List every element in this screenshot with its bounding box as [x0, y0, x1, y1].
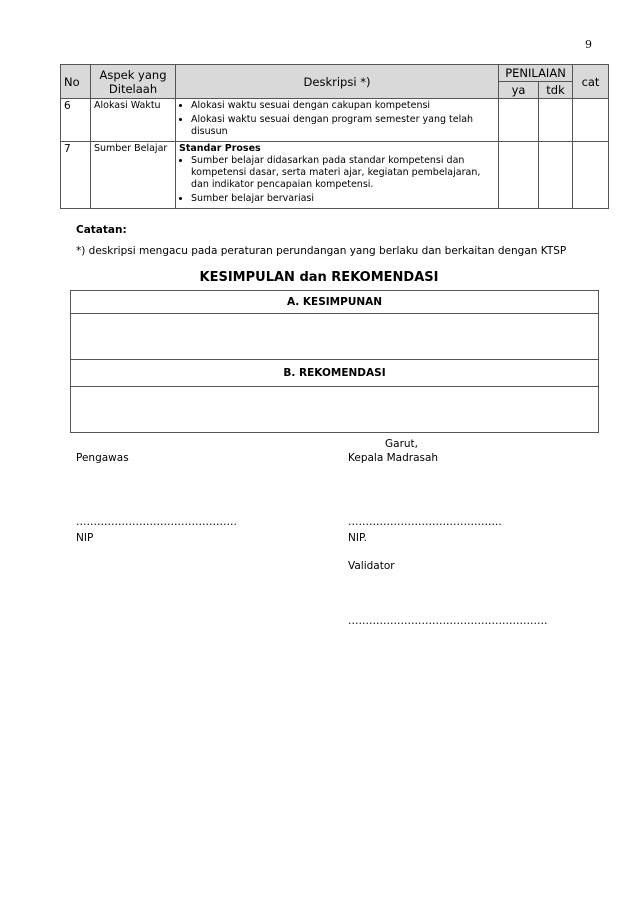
table-row	[61, 142, 609, 209]
signature-place: Garut,	[385, 438, 418, 450]
header-penilaian: PENILAIAN	[499, 65, 573, 82]
conclusion-table	[70, 290, 599, 433]
row-aspek: Sumber Belajar	[91, 142, 176, 209]
row-no: 7	[61, 142, 91, 209]
list-item: • Alokasi waktu sesuai dengan program semester yang telah disusun	[191, 114, 495, 138]
row-cat-cell[interactable]	[573, 99, 609, 142]
header-deskripsi: Deskripsi *)	[176, 65, 499, 99]
right-nip: NIP.	[348, 532, 367, 544]
notes-text: *) deskripsi mengacu pada peraturan perundangan yang berlaku dan berkaitan dengan KTSP	[76, 245, 567, 257]
notes-title: Catatan:	[76, 224, 127, 236]
conclusion-title: KESIMPULAN dan REKOMENDASI	[199, 270, 439, 285]
list-item: • Sumber belajar didasarkan pada standar kompetensi dan kompetensi dasar, serta materi ajar, kegiatan pembelajaran, dan indikator pencapaian kompetensi.	[191, 155, 495, 191]
section-b-heading: B. REKOMENDASI	[71, 360, 599, 387]
notes	[76, 224, 566, 257]
row-deskripsi	[176, 99, 499, 142]
list-item: • Alokasi waktu sesuai dengan cakupan kompetensi	[191, 100, 495, 112]
row-ya-cell[interactable]	[499, 142, 539, 209]
left-signature-line: ……………………………………….	[76, 516, 237, 528]
row-deskripsi	[176, 142, 499, 209]
section-b-content[interactable]	[71, 387, 599, 433]
header-aspek: Aspek yang Ditelaah	[91, 65, 176, 99]
row-tdk-cell[interactable]	[539, 142, 573, 209]
left-role: Pengawas	[76, 452, 129, 464]
row-no: 6	[61, 99, 91, 142]
row-cat-cell[interactable]	[573, 142, 609, 209]
left-nip: NIP	[76, 532, 94, 544]
header-tdk: tdk	[539, 82, 573, 99]
page-number: 9	[585, 38, 592, 51]
right-signature-line: ……………………………………..	[348, 516, 502, 528]
row-ya-cell[interactable]	[499, 99, 539, 142]
list-item: • Sumber belajar bervariasi	[191, 193, 495, 205]
assessment-table	[60, 64, 609, 209]
row-tdk-cell[interactable]	[539, 99, 573, 142]
right-role: Kepala Madrasah	[348, 452, 439, 464]
deskripsi-title: Standar Proses	[179, 143, 261, 154]
section-a-content[interactable]	[71, 314, 599, 360]
validator-signature-line: …………………………………………………	[348, 615, 548, 627]
header-cat: cat	[573, 65, 609, 99]
header-no: No	[61, 65, 91, 99]
section-a-heading: A. KESIMPUNAN	[71, 291, 599, 314]
table-row	[61, 99, 609, 142]
row-aspek: Alokasi Waktu	[91, 99, 176, 142]
header-ya: ya	[499, 82, 539, 99]
validator-label: Validator	[348, 560, 395, 572]
